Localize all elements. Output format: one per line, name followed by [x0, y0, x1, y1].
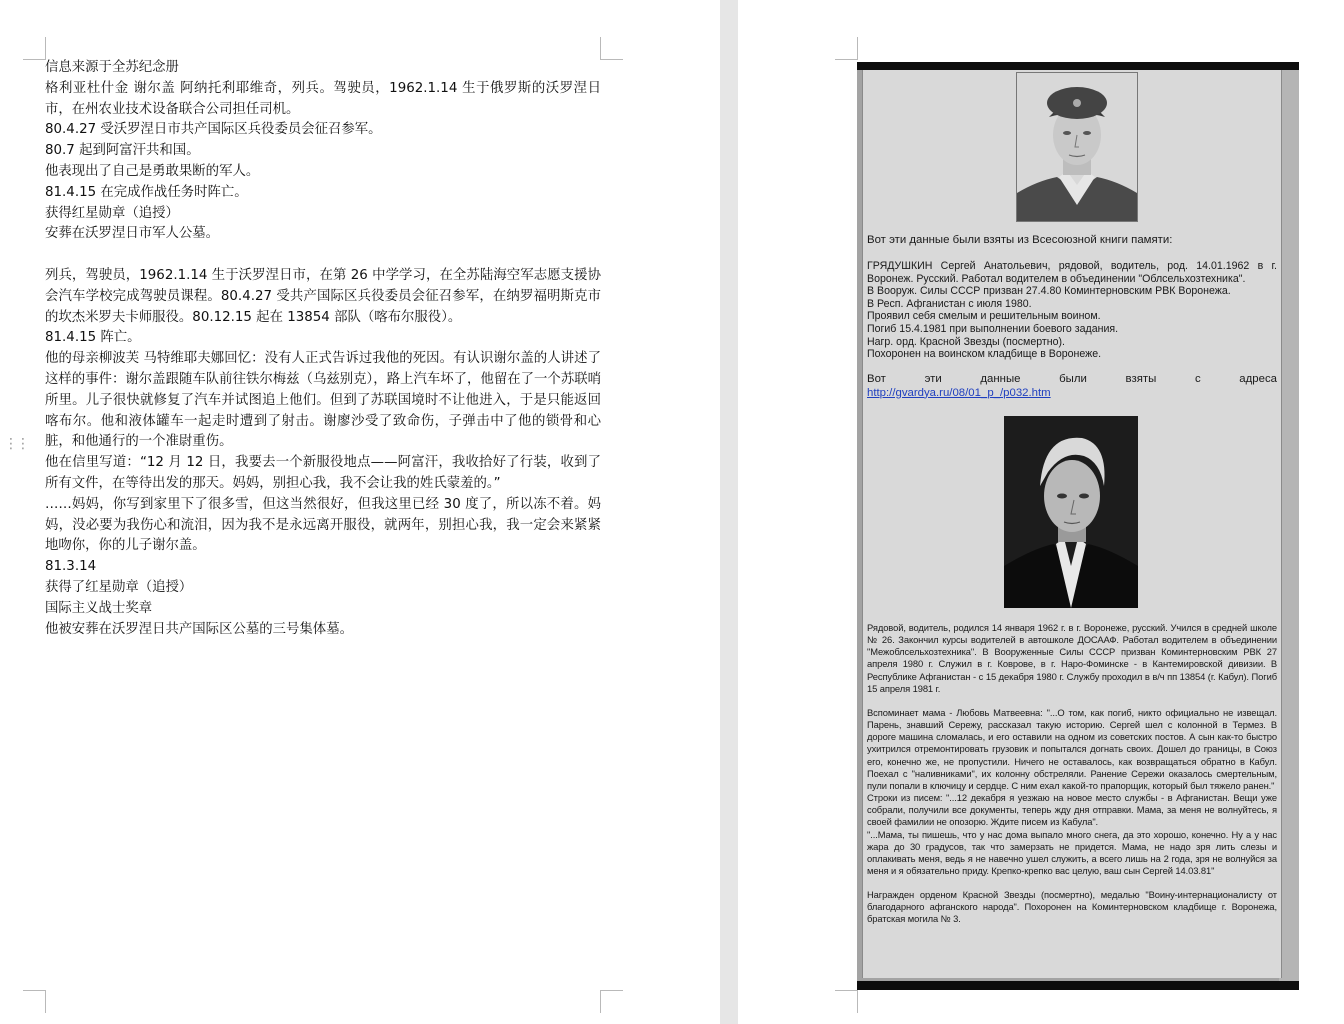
bio-paragraph: Строки из писем: "...12 декабря я уезжаю на новое место службы - в Афганистан. Вещи уже собрали, получили все документы, теперь жду дня отправки. Мама, за меня не волнуйтесь, я своей фамилии не опозорю. Ждите писем из Кабула".	[867, 792, 1277, 828]
crop-mark-bottom-left	[835, 990, 858, 1013]
memory-book-heading: Вот эти данные были взяты из Всесоюзной книги памяти:	[867, 234, 1173, 246]
paragraph: 列兵，驾驶员，1962.1.14 生于沃罗涅日市，在第 26 中学学习，在全苏陆海空军志愿支援协会汽车学校完成驾驶员课程。80.4.27 受共产国际区兵役委员会征召参军，在纳罗福明斯克市的坎杰米罗夫卡师服役。80.12.15 起在 13854 部队（喀布尔服役）。	[45, 267, 601, 325]
blank-line	[867, 877, 1277, 889]
bio-paragraph: Рядовой, водитель, родился 14 января 1962 г. в г. Воронеже, русский. Учился в средней школе № 26. Закончил курсы водителей в автошколе ДОСААФ. Работал водителем в объединении "Межоблсельхозтехника". В Вооруженные Силы СССР призван Коминтерновским РВК 27 апреля 1980 г. Служил в г. Коврове, в г. Наро-Фоминске - в Кантемировской дивизии. В Республике Афганистан - с 15 декабря 1980 г. Службу проходил в в/ч пп 13854 (г. Кабул). Погиб 15 апреля 1981 г.	[867, 622, 1277, 694]
drag-handle-icon[interactable]: ⋮⋮	[4, 436, 28, 452]
paragraph: 80.4.27 受沃罗涅日市共产国际区兵役委员会征召参军。	[45, 122, 382, 138]
paragraph: 他的母亲柳波芙 马特维耶夫娜回忆：没有人正式告诉过我他的死因。有认识谢尔盖的人讲述了这样的事件：谢尔盖跟随车队前往铁尔梅兹（乌兹别克），路上汽车坏了，他留在了一个苏联哨所里。儿子很快就修复了汽车并试图追上他们。但到了苏联国境时不让他进入，于是只能返回喀布尔。他和液体罐车一起走时遭到了射击。谢廖沙受了致命伤，子弹击中了他的锁骨和心脏，和他通行的一个准尉重伤。	[45, 351, 601, 450]
paragraph: 安葬在沃罗涅日市军人公墓。	[45, 226, 220, 242]
bio-paragraph: Награжден орденом Красной Звезды (посмертно), медалью "Воину-интернационалисту от благодарного афганского народа". Похоронен на Коминтерновском кладбище г. Воронежа, братская могила № 3.	[867, 889, 1277, 925]
scan-border-right	[1279, 70, 1299, 981]
paragraph: 国际主义战士奖章	[45, 600, 153, 616]
record-line: ГРЯДУШКИН Сергей Анатольевич, рядовой, водитель, род. 14.01.1962 в г. Воронеж. Русский. Работал водителем в объединении "Облсельхозтехника".	[867, 260, 1277, 285]
scan-content	[862, 70, 1282, 978]
crop-mark-top-right	[600, 37, 623, 60]
page-gutter	[720, 0, 738, 1024]
record-line: В Вооруж. Силы СССР призван 27.4.80 Коминтерновским РВК Воронежа.	[867, 285, 1231, 298]
blank-line	[867, 695, 1277, 707]
scanned-memorial-image	[857, 62, 1299, 990]
paragraph: 81.4.15 阵亡。	[45, 330, 141, 346]
paragraph: 获得红星勋章（追授）	[45, 205, 179, 221]
source-link[interactable]: http://gvardya.ru/08/01_p_/p032.htm	[867, 386, 1051, 399]
young-soldier-photo	[1004, 416, 1138, 608]
record-line: Проявил себя смелым и решительным воином.	[867, 310, 1101, 323]
paragraph: 80.7 起到阿富汗共和国。	[45, 143, 200, 159]
paragraph: 他表现出了自己是勇敢果断的军人。	[45, 163, 260, 179]
paragraph: 他在信里写道：“12 月 12 日，我要去一个新服役地点——阿富汗，我收拾好了行装，收到了所有文件，在等待出发的那天。妈妈，别担心我，我不会让我的姓氏蒙羞的。”	[45, 455, 601, 491]
paragraph: 81.3.14	[45, 559, 97, 575]
record-line: Нагр. орд. Красной Звезды (посмертно).	[867, 335, 1065, 348]
source-heading-text: Вот эти данные были взяты с адреса	[867, 373, 1277, 385]
source-heading	[867, 373, 1277, 400]
crop-mark-bottom-left	[23, 990, 46, 1013]
scan-border-top	[857, 62, 1299, 70]
record-line: В Респ. Афганистан с июля 1980.	[867, 297, 1032, 310]
paragraph: 他被安葬在沃罗涅日共产国际区公墓的三号集体墓。	[45, 621, 353, 637]
record-line: Похоронен на воинском кладбище в Воронеже.	[867, 348, 1102, 361]
paragraph: ……妈妈，你写到家里下了很多雪，但这当然很好，但我这里已经 30 度了，所以冻不着。妈妈，没必要为我伤心和流泪，因为我不是永远离开服役，就两年，别担心我，我一定会来紧紧地吻你，你的儿子谢尔盖。	[45, 496, 601, 554]
scan-border-bottom	[857, 981, 1299, 990]
bio-paragraph: Вспоминает мама - Любовь Матвеевна: "...О том, как погиб, никто официально не извещал. Парень, знавший Сережу, рассказал такую историю. Сергей шел с колонной в Термез. В дороге машина сломалась, и его оставили на одном из советских постов. А сын как-то быстро ухитрился отремонтировать грузовик и попытался догнать своих. Дошел до границы, в Союз его, конечно же, не пропустили. Ничего не оставалось, как возвращаться обратно в Кабул. Поехал с "наливниками", их колонну обстреляли. Ранение Сережи оказалось смертельным, пули попали в ключицу и сердце. С ним ехал какой-то прапорщик, который был тяжело ранен."	[867, 706, 1277, 791]
blank-line	[45, 245, 601, 266]
soldier-portrait-photo	[1016, 72, 1138, 222]
record-line: Погиб 15.4.1981 при выполнении боевого задания.	[867, 322, 1119, 335]
paragraph: 81.4.15 在完成作战任务时阵亡。	[45, 184, 248, 200]
crop-mark-top-left	[23, 37, 46, 60]
left-page-body[interactable]	[45, 58, 601, 640]
paragraph: 格利亚杜什金 谢尔盖 阿纳托利耶维奇，列兵。驾驶员，1962.1.14 生于俄罗斯的沃罗涅日市，在州农业技术设备联合公司担任司机。	[45, 80, 601, 117]
crop-mark-top-left	[835, 37, 858, 60]
memory-book-record	[867, 260, 1277, 361]
crop-mark-bottom-right	[600, 990, 623, 1013]
bio-paragraph: "...Мама, ты пишешь, что у нас дома выпало много снега, да это хорошо, конечно. Ну а у нас жара до 30 градусов, так что замерзать не придется. Мама, не надо зря лить слезы и оплакивать меня, ведь я не навечно ушел служить, а всего лишь на 2 года, зря не волнуйся за меня и я обязательно приду. Крепко-крепко вас целую, ваш сын Сергей 14.03.81"	[867, 828, 1277, 876]
paragraph: 信息来源于全苏纪念册	[45, 60, 179, 75]
biography-text	[867, 622, 1277, 926]
paragraph: 获得了红星勋章（追授）	[45, 579, 193, 595]
